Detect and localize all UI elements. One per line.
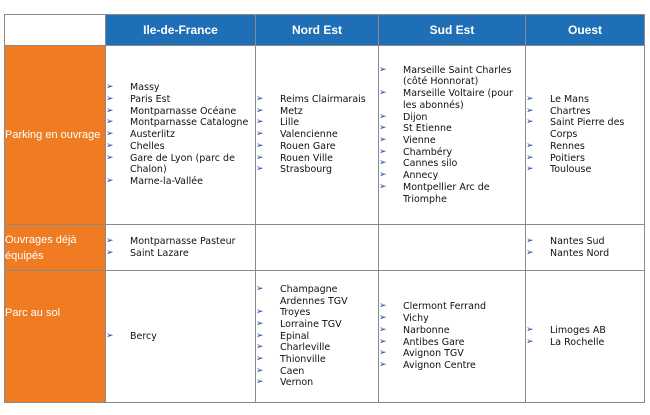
- list-item: [526, 248, 644, 260]
- arrow-right-icon: ➢: [256, 342, 264, 353]
- list-item: [379, 123, 525, 135]
- list-item: [379, 158, 525, 170]
- arrow-right-icon: ➢: [379, 158, 387, 169]
- arrow-right-icon: ➢: [379, 111, 387, 122]
- header-row: [5, 15, 645, 46]
- list-item: [256, 331, 378, 343]
- list-item: [379, 147, 525, 159]
- list-item-label: Vernon: [280, 377, 314, 389]
- list-item-label: Valencienne: [280, 129, 338, 141]
- list-item: [106, 117, 255, 129]
- list-item: [106, 94, 255, 106]
- table-cell: [106, 271, 256, 403]
- column-header-nord-est: Nord Est: [256, 15, 379, 46]
- list-item-label: Marseille Saint Charles (côté Honnorat): [403, 64, 512, 88]
- column-header-ile-de-france: Ile-de-France: [106, 15, 256, 46]
- arrow-right-icon: ➢: [256, 94, 264, 105]
- table-cell: [379, 271, 526, 403]
- list-item-label: Bercy: [130, 330, 157, 342]
- arrow-right-icon: ➢: [379, 348, 387, 359]
- list-item-label: Gare de Lyon (parc de Chalon): [130, 152, 235, 176]
- arrow-right-icon: ➢: [379, 64, 387, 75]
- list-item-label: Paris Est: [130, 94, 171, 106]
- arrow-right-icon: ➢: [526, 235, 534, 246]
- arrow-right-icon: ➢: [379, 301, 387, 312]
- list-item: [379, 135, 525, 147]
- list-item: [256, 366, 378, 378]
- list-item: [256, 342, 378, 354]
- list-item: [526, 164, 644, 176]
- arrow-right-icon: ➢: [106, 94, 114, 105]
- list-item-label: Vichy: [403, 313, 429, 325]
- arrow-right-icon: ➢: [256, 140, 264, 151]
- arrow-right-icon: ➢: [379, 170, 387, 181]
- column-header-sud-est: Sud Est: [379, 15, 526, 46]
- table-cell: [256, 225, 379, 271]
- list-item-label: Epinal: [280, 330, 310, 342]
- list-item: [379, 325, 525, 337]
- list-item: [256, 141, 378, 153]
- list-item-label: Rouen Gare: [280, 140, 336, 152]
- list-item-label: Avignon Centre: [403, 359, 476, 371]
- arrow-right-icon: ➢: [106, 330, 114, 341]
- row-header-parc-au-sol: Parc au sol: [5, 271, 106, 403]
- arrow-right-icon: ➢: [256, 164, 264, 175]
- corner-cell: [5, 15, 106, 46]
- arrow-right-icon: ➢: [379, 313, 387, 324]
- list-item-label: Clermont Ferrand: [403, 301, 486, 313]
- list-item-label: Cannes silo: [403, 158, 458, 170]
- arrow-right-icon: ➢: [106, 140, 114, 151]
- list-item-label: Chelles: [130, 140, 165, 152]
- arrow-right-icon: ➢: [106, 152, 114, 163]
- list-item-label: Toulouse: [550, 164, 592, 176]
- list-item: [379, 170, 525, 182]
- list-item: [106, 106, 255, 118]
- arrow-right-icon: ➢: [379, 336, 387, 347]
- arrow-right-icon: ➢: [256, 152, 264, 163]
- arrow-right-icon: ➢: [526, 164, 534, 175]
- table-cell: [106, 225, 256, 271]
- arrow-right-icon: ➢: [106, 129, 114, 140]
- row-parking-en-ouvrage: [5, 46, 645, 225]
- list-item-label: Dijon: [403, 111, 428, 123]
- list-item: [106, 331, 255, 343]
- arrow-right-icon: ➢: [379, 123, 387, 134]
- list-item-label: Charleville: [280, 342, 331, 354]
- list-item-label: Saint Lazare: [130, 247, 189, 259]
- location-list: [106, 82, 255, 187]
- arrow-right-icon: ➢: [106, 175, 114, 186]
- list-item-label: Montparnasse Catalogne: [130, 117, 249, 129]
- table-cell: [106, 46, 256, 225]
- location-list: [106, 236, 255, 259]
- list-item: [106, 82, 255, 94]
- list-item-label: Montparnasse Pasteur: [130, 235, 236, 247]
- list-item: [256, 117, 378, 129]
- list-item-label: Marne-la-Vallée: [130, 175, 203, 187]
- list-item: [256, 106, 378, 118]
- list-item-label: Rouen Ville: [280, 152, 333, 164]
- list-item: [256, 284, 378, 307]
- table-cell: [526, 271, 645, 403]
- location-list: [526, 94, 644, 176]
- list-item-label: Rennes: [550, 140, 585, 152]
- arrow-right-icon: ➢: [106, 82, 114, 93]
- list-item-label: Metz: [280, 105, 303, 117]
- arrow-right-icon: ➢: [256, 377, 264, 388]
- list-item-label: Strasbourg: [280, 164, 333, 176]
- arrow-right-icon: ➢: [106, 247, 114, 258]
- list-item-label: Marseille Voltaire (pour les abonnés): [403, 88, 513, 111]
- list-item-label: La Rochelle: [550, 336, 605, 348]
- list-item: [526, 236, 644, 248]
- list-item: [526, 106, 644, 118]
- row-parc-au-sol: [5, 271, 645, 403]
- table-cell: [526, 46, 645, 225]
- list-item: [106, 141, 255, 153]
- list-item: [256, 153, 378, 165]
- arrow-right-icon: ➢: [379, 359, 387, 370]
- arrow-right-icon: ➢: [526, 117, 534, 128]
- list-item-label: Chartres: [550, 105, 591, 117]
- arrow-right-icon: ➢: [379, 88, 387, 99]
- list-item: [256, 164, 378, 176]
- table-cell: [526, 225, 645, 271]
- arrow-right-icon: ➢: [256, 354, 264, 365]
- list-item: [106, 153, 255, 176]
- list-item: [256, 319, 378, 331]
- row-ouvrages-deja-equipes: [5, 225, 645, 271]
- location-list: [256, 94, 378, 176]
- arrow-right-icon: ➢: [379, 135, 387, 145]
- list-item: [526, 337, 644, 349]
- list-item-label: Chambéry: [403, 146, 453, 158]
- list-item: [256, 307, 378, 319]
- list-item: [379, 112, 525, 124]
- list-item-label: Reims Clairmarais: [280, 94, 366, 106]
- list-item-label: St Etienne: [403, 123, 452, 135]
- list-item-label: Saint Pierre des Corps: [550, 117, 625, 141]
- list-item-label: Poitiers: [550, 152, 585, 164]
- arrow-right-icon: ➢: [106, 117, 114, 128]
- list-item-label: Lorraine TGV: [280, 318, 342, 330]
- arrow-right-icon: ➢: [526, 324, 534, 335]
- arrow-right-icon: ➢: [256, 129, 264, 140]
- location-list: [379, 65, 525, 205]
- arrow-right-icon: ➢: [526, 105, 534, 116]
- arrow-right-icon: ➢: [526, 94, 534, 105]
- arrow-right-icon: ➢: [526, 140, 534, 151]
- list-item: [526, 153, 644, 165]
- arrow-right-icon: ➢: [256, 330, 264, 341]
- list-item: [379, 301, 525, 313]
- list-item-label: Montpellier Arc de Triomphe: [403, 181, 490, 205]
- arrow-right-icon: ➢: [526, 336, 534, 347]
- location-list: [106, 331, 255, 343]
- location-list: [526, 236, 644, 259]
- arrow-right-icon: ➢: [526, 247, 534, 258]
- list-item: [526, 141, 644, 153]
- arrow-right-icon: ➢: [106, 235, 114, 246]
- list-item: [379, 360, 525, 372]
- list-item-label: Nantes Sud: [550, 235, 605, 247]
- list-item: [379, 65, 525, 88]
- location-list: [526, 325, 644, 348]
- table-cell: [256, 46, 379, 225]
- row-header-parking-en-ouvrage: Parking en ouvrage: [5, 46, 106, 225]
- list-item-label: Narbonne: [403, 324, 450, 336]
- arrow-right-icon: ➢: [256, 307, 264, 318]
- arrow-right-icon: ➢: [256, 283, 264, 294]
- arrow-right-icon: ➢: [256, 105, 264, 116]
- arrow-right-icon: ➢: [526, 152, 534, 163]
- table-cell: [379, 225, 526, 271]
- list-item: [526, 325, 644, 337]
- list-item-label: Massy: [130, 82, 160, 94]
- arrow-right-icon: ➢: [379, 324, 387, 335]
- list-item-label: Annecy: [403, 170, 439, 182]
- column-header-ouest: Ouest: [526, 15, 645, 46]
- arrow-right-icon: ➢: [256, 117, 264, 128]
- parking-table: [4, 14, 645, 403]
- location-list: [256, 284, 378, 389]
- list-item-label: Troyes: [280, 307, 311, 319]
- location-list: [379, 301, 525, 371]
- list-item: [379, 348, 525, 360]
- list-item: [379, 88, 525, 111]
- table-cell: [379, 46, 526, 225]
- list-item-label: Austerlitz: [130, 129, 175, 141]
- list-item-label: Nantes Nord: [550, 247, 610, 259]
- list-item: [256, 354, 378, 366]
- list-item-label: Antibes Gare: [403, 336, 465, 348]
- list-item-label: Montparnasse Océane: [130, 105, 237, 117]
- list-item-label: Thionville: [280, 354, 326, 366]
- arrow-right-icon: ➢: [379, 181, 387, 192]
- list-item-label: Avignon TGV: [403, 348, 464, 360]
- list-item-label: Limoges AB: [550, 324, 606, 336]
- list-item: [256, 377, 378, 389]
- arrow-right-icon: ➢: [256, 365, 264, 376]
- list-item: [106, 129, 255, 141]
- list-item: [526, 94, 644, 106]
- list-item-label: Champagne Ardennes TGV: [280, 283, 348, 307]
- list-item-label: Le Mans: [550, 94, 589, 106]
- arrow-right-icon: ➢: [106, 105, 114, 116]
- arrow-right-icon: ➢: [256, 318, 264, 329]
- row-header-ouvrages-deja-equipes: Ouvrages déjà équipés: [5, 225, 106, 271]
- list-item: [379, 182, 525, 205]
- list-item: [379, 313, 525, 325]
- list-item-label: Lille: [280, 117, 300, 129]
- list-item: [106, 236, 255, 248]
- list-item-label: Vienne: [403, 135, 436, 146]
- list-item: [256, 129, 378, 141]
- arrow-right-icon: ➢: [379, 146, 387, 157]
- list-item: [106, 248, 255, 260]
- list-item: [526, 117, 644, 140]
- list-item-label: Caen: [280, 365, 305, 377]
- list-item: [379, 337, 525, 349]
- list-item: [256, 94, 378, 106]
- table-cell: [256, 271, 379, 403]
- list-item: [106, 176, 255, 188]
